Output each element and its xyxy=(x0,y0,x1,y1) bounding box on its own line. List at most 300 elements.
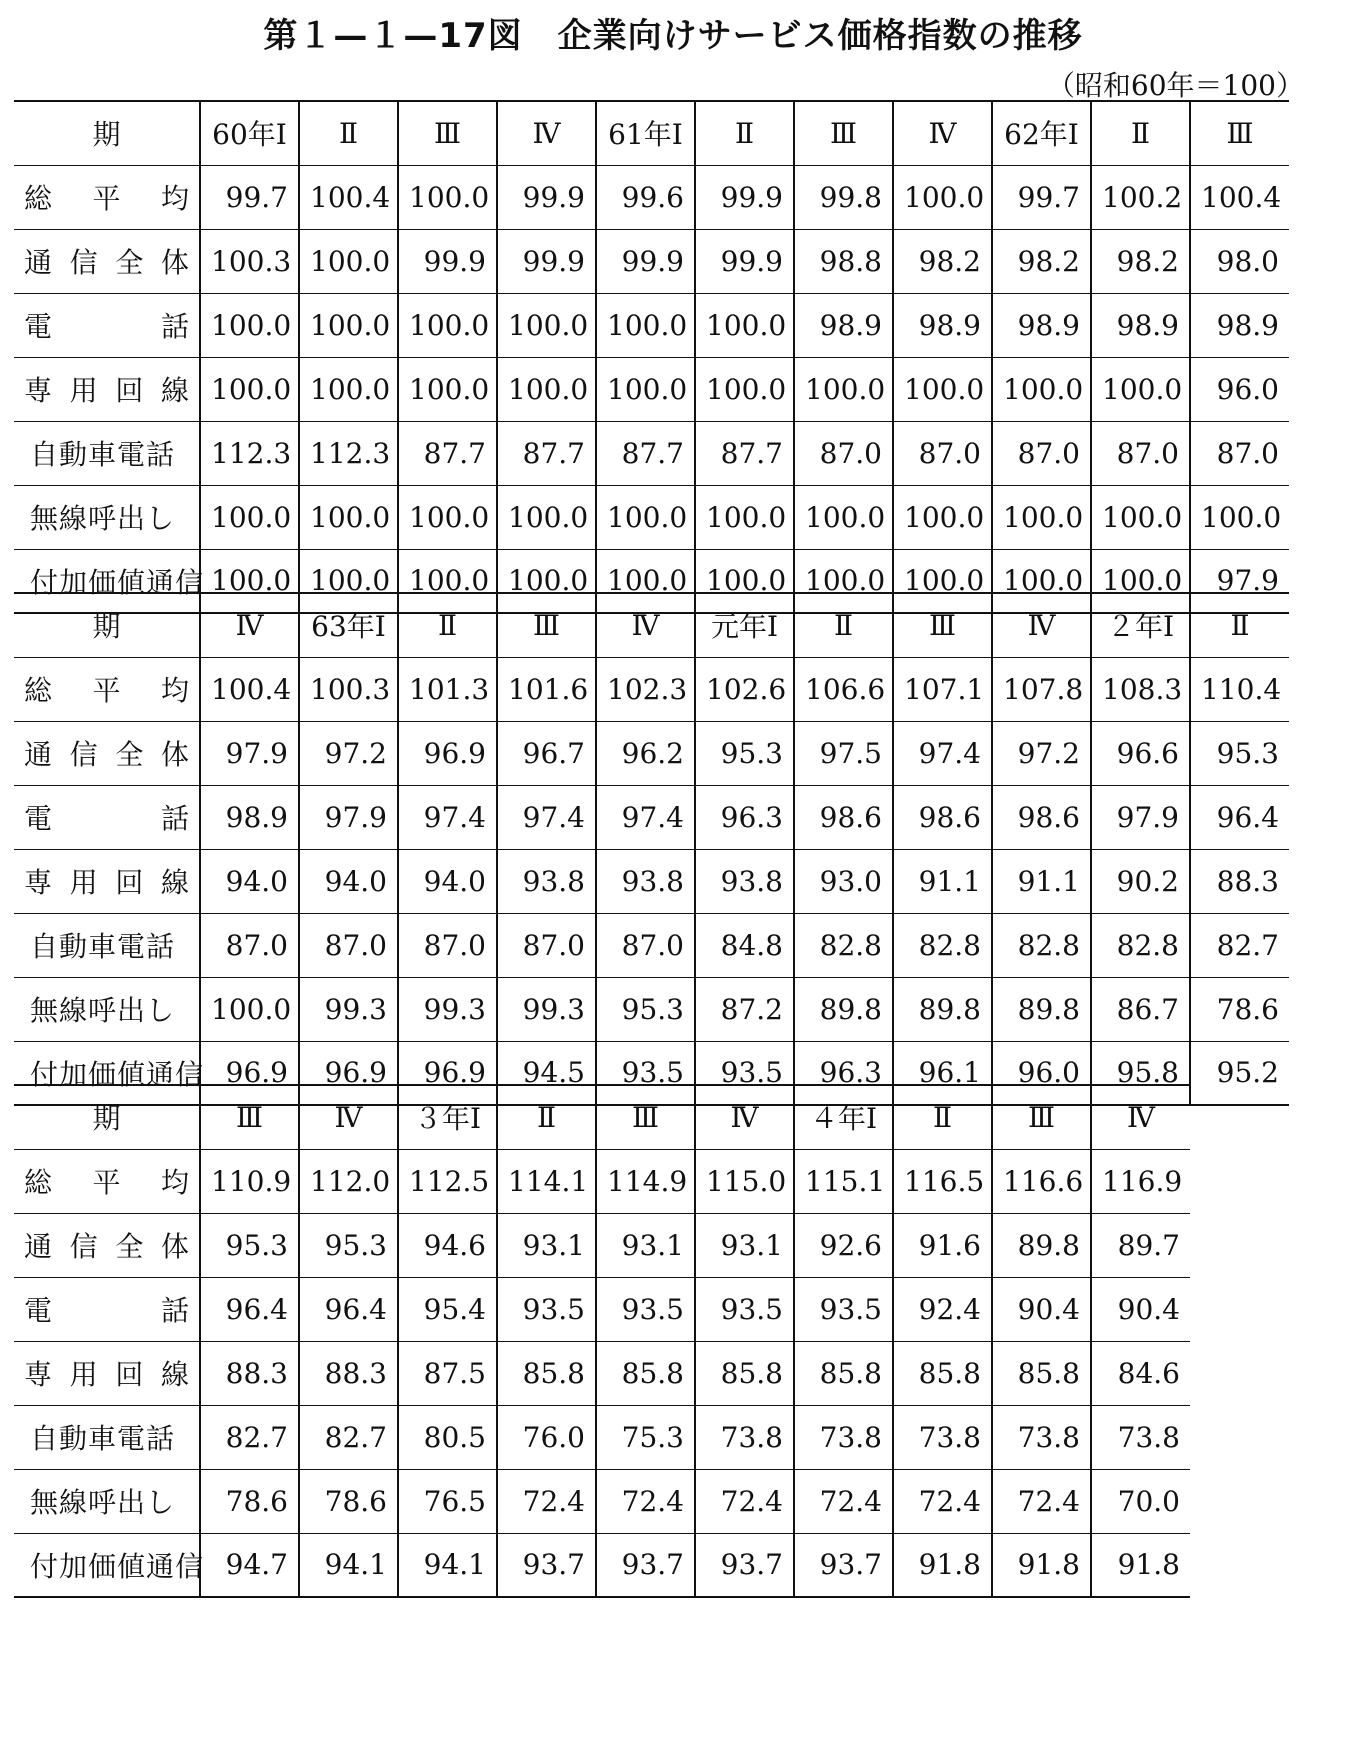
value-cell: 112.3 xyxy=(299,421,398,485)
table-header-row xyxy=(14,593,1289,657)
value-cell: 90.2 xyxy=(1091,849,1190,913)
value-cell: 100.0 xyxy=(299,293,398,357)
value-cell: 96.4 xyxy=(200,1277,299,1341)
table-row xyxy=(14,657,1289,721)
value-cell: 116.5 xyxy=(893,1149,992,1213)
period-cell: Ⅳ xyxy=(497,101,596,165)
value-cell: 85.8 xyxy=(596,1341,695,1405)
value-cell: 84.8 xyxy=(695,913,794,977)
value-cell: 100.0 xyxy=(398,293,497,357)
value-cell: 89.8 xyxy=(992,1213,1091,1277)
value-cell: 78.6 xyxy=(299,1469,398,1533)
value-cell: 100.0 xyxy=(200,977,299,1041)
value-cell: 98.9 xyxy=(200,785,299,849)
value-cell: 98.9 xyxy=(1091,293,1190,357)
value-cell: 73.8 xyxy=(695,1405,794,1469)
value-cell: 100.0 xyxy=(1190,485,1289,549)
period-cell: Ⅲ xyxy=(497,593,596,657)
row-label: 専 用 回 線 xyxy=(14,357,200,421)
row-label: 総 平 均 xyxy=(14,1149,200,1213)
value-cell: 94.7 xyxy=(200,1533,299,1597)
value-cell: 87.2 xyxy=(695,977,794,1041)
value-cell: 73.8 xyxy=(794,1405,893,1469)
period-cell: Ⅲ xyxy=(992,1085,1091,1149)
value-cell: 85.8 xyxy=(497,1341,596,1405)
value-cell: 100.0 xyxy=(695,357,794,421)
value-cell: 82.8 xyxy=(1091,913,1190,977)
value-cell: 93.5 xyxy=(596,1277,695,1341)
value-cell: 87.0 xyxy=(1091,421,1190,485)
value-cell: 100.0 xyxy=(794,485,893,549)
value-cell: 99.9 xyxy=(398,229,497,293)
value-cell: 98.6 xyxy=(893,785,992,849)
row-label: 無線呼出し xyxy=(14,1469,200,1533)
value-cell: 72.4 xyxy=(497,1469,596,1533)
value-cell: 85.8 xyxy=(794,1341,893,1405)
value-cell: 115.0 xyxy=(695,1149,794,1213)
table-row xyxy=(14,785,1289,849)
value-cell: 72.4 xyxy=(992,1469,1091,1533)
value-cell: 96.0 xyxy=(992,1041,1091,1105)
period-header-label: 期 xyxy=(14,593,200,657)
value-cell: 100.0 xyxy=(596,293,695,357)
value-cell: 78.6 xyxy=(200,1469,299,1533)
value-cell: 85.8 xyxy=(695,1341,794,1405)
value-cell: 97.9 xyxy=(1190,549,1289,613)
value-cell: 100.0 xyxy=(200,293,299,357)
period-cell: Ⅲ xyxy=(794,101,893,165)
row-label: 通 信 全 体 xyxy=(14,721,200,785)
value-cell: 76.5 xyxy=(398,1469,497,1533)
period-cell: Ⅱ xyxy=(794,593,893,657)
table-row xyxy=(14,229,1289,293)
value-cell: 89.8 xyxy=(794,977,893,1041)
value-cell: 116.9 xyxy=(1091,1149,1190,1213)
row-label: 自動車電話 xyxy=(14,1405,200,1469)
value-cell: 98.2 xyxy=(1091,229,1190,293)
value-cell: 94.0 xyxy=(398,849,497,913)
value-cell: 96.4 xyxy=(299,1277,398,1341)
value-cell: 100.0 xyxy=(398,357,497,421)
value-cell: 96.9 xyxy=(200,1041,299,1105)
value-cell: 100.0 xyxy=(596,357,695,421)
value-cell: 93.7 xyxy=(695,1533,794,1597)
value-cell: 97.4 xyxy=(398,785,497,849)
period-cell: Ⅲ xyxy=(200,1085,299,1149)
value-cell: 94.1 xyxy=(299,1533,398,1597)
value-cell: 89.8 xyxy=(893,977,992,1041)
table-row xyxy=(14,1341,1190,1405)
value-cell: 85.8 xyxy=(992,1341,1091,1405)
row-label: 総 平 均 xyxy=(14,165,200,229)
value-cell: 100.4 xyxy=(200,657,299,721)
figure-title: 第１—１—17図 企業向けサービス価格指数の推移 xyxy=(263,16,1083,56)
value-cell: 93.7 xyxy=(596,1533,695,1597)
value-cell: 94.6 xyxy=(398,1213,497,1277)
value-cell: 100.0 xyxy=(497,293,596,357)
value-cell: 100.0 xyxy=(1091,485,1190,549)
period-header-label: 期 xyxy=(14,1085,200,1149)
value-cell: 100.0 xyxy=(893,165,992,229)
value-cell: 94.5 xyxy=(497,1041,596,1105)
value-cell: 96.3 xyxy=(695,785,794,849)
value-cell: 98.9 xyxy=(992,293,1091,357)
value-cell: 100.3 xyxy=(299,657,398,721)
value-cell: 93.5 xyxy=(695,1277,794,1341)
period-cell: Ⅳ xyxy=(299,1085,398,1149)
value-cell: 98.9 xyxy=(893,293,992,357)
value-cell: 100.0 xyxy=(497,357,596,421)
period-cell: Ⅱ xyxy=(695,101,794,165)
value-cell: 96.4 xyxy=(1190,785,1289,849)
value-cell: 93.8 xyxy=(695,849,794,913)
value-cell: 95.4 xyxy=(398,1277,497,1341)
table-row xyxy=(14,721,1289,785)
value-cell: 98.2 xyxy=(992,229,1091,293)
table-row xyxy=(14,357,1289,421)
value-cell: 87.0 xyxy=(1190,421,1289,485)
value-cell: 93.5 xyxy=(794,1277,893,1341)
value-cell: 100.0 xyxy=(398,549,497,613)
table-row xyxy=(14,485,1289,549)
period-cell: 63年Ⅰ xyxy=(299,593,398,657)
value-cell: 100.0 xyxy=(299,229,398,293)
period-cell: Ⅳ xyxy=(893,101,992,165)
value-cell: 100.3 xyxy=(200,229,299,293)
value-cell: 96.9 xyxy=(299,1041,398,1105)
value-cell: 82.8 xyxy=(794,913,893,977)
period-cell: Ⅲ xyxy=(893,593,992,657)
row-label: 通 信 全 体 xyxy=(14,1213,200,1277)
value-cell: 99.9 xyxy=(596,229,695,293)
value-cell: 93.7 xyxy=(794,1533,893,1597)
value-cell: 100.0 xyxy=(893,485,992,549)
value-cell: 97.4 xyxy=(893,721,992,785)
table-row xyxy=(14,849,1289,913)
value-cell: 116.6 xyxy=(992,1149,1091,1213)
value-cell: 93.5 xyxy=(695,1041,794,1105)
value-cell: 97.4 xyxy=(596,785,695,849)
value-cell: 100.0 xyxy=(695,485,794,549)
value-cell: 87.0 xyxy=(893,421,992,485)
value-cell: 91.8 xyxy=(992,1533,1091,1597)
value-cell: 87.7 xyxy=(497,421,596,485)
value-cell: 93.5 xyxy=(497,1277,596,1341)
value-cell: 99.9 xyxy=(497,165,596,229)
value-cell: 87.0 xyxy=(299,913,398,977)
value-cell: 107.8 xyxy=(992,657,1091,721)
value-cell: 100.2 xyxy=(1091,165,1190,229)
value-cell: 100.0 xyxy=(299,485,398,549)
value-cell: 100.0 xyxy=(794,357,893,421)
value-cell: 100.0 xyxy=(695,293,794,357)
value-cell: 100.4 xyxy=(1190,165,1289,229)
value-cell: 96.1 xyxy=(893,1041,992,1105)
period-cell: Ⅲ xyxy=(596,1085,695,1149)
value-cell: 100.0 xyxy=(200,549,299,613)
value-cell: 100.0 xyxy=(893,549,992,613)
period-cell: Ⅱ xyxy=(893,1085,992,1149)
price-index-table-3 xyxy=(14,1084,1190,1598)
value-cell: 99.9 xyxy=(497,229,596,293)
value-cell: 110.9 xyxy=(200,1149,299,1213)
value-cell: 112.3 xyxy=(200,421,299,485)
value-cell: 112.5 xyxy=(398,1149,497,1213)
value-cell: 72.4 xyxy=(893,1469,992,1533)
value-cell: 75.3 xyxy=(596,1405,695,1469)
value-cell: 100.0 xyxy=(596,485,695,549)
period-cell: Ⅳ xyxy=(596,593,695,657)
value-cell: 73.8 xyxy=(1091,1405,1190,1469)
price-index-table-2 xyxy=(14,592,1289,1106)
value-cell: 95.3 xyxy=(695,721,794,785)
value-cell: 98.8 xyxy=(794,229,893,293)
value-cell: 91.1 xyxy=(893,849,992,913)
value-cell: 97.9 xyxy=(200,721,299,785)
value-cell: 100.0 xyxy=(1091,357,1190,421)
value-cell: 90.4 xyxy=(1091,1277,1190,1341)
table-row xyxy=(14,1405,1190,1469)
value-cell: 82.8 xyxy=(893,913,992,977)
value-cell: 100.0 xyxy=(299,549,398,613)
table-row xyxy=(14,913,1289,977)
value-cell: 99.7 xyxy=(992,165,1091,229)
value-cell: 102.3 xyxy=(596,657,695,721)
row-label: 電 話 xyxy=(14,785,200,849)
value-cell: 87.0 xyxy=(497,913,596,977)
table-header-row xyxy=(14,1085,1190,1149)
value-cell: 87.7 xyxy=(398,421,497,485)
row-label: 付加価値通信 xyxy=(14,1041,200,1105)
value-cell: 88.3 xyxy=(299,1341,398,1405)
value-cell: 99.3 xyxy=(497,977,596,1041)
table-row xyxy=(14,293,1289,357)
row-label: 電 話 xyxy=(14,1277,200,1341)
value-cell: 98.2 xyxy=(893,229,992,293)
value-cell: 100.0 xyxy=(299,357,398,421)
value-cell: 87.0 xyxy=(200,913,299,977)
value-cell: 88.3 xyxy=(200,1341,299,1405)
value-cell: 100.4 xyxy=(299,165,398,229)
value-cell: 95.2 xyxy=(1190,1041,1289,1105)
value-cell: 82.7 xyxy=(299,1405,398,1469)
value-cell: 98.0 xyxy=(1190,229,1289,293)
value-cell: 87.0 xyxy=(596,913,695,977)
value-cell: 100.0 xyxy=(992,357,1091,421)
value-cell: 93.0 xyxy=(794,849,893,913)
value-cell: 93.7 xyxy=(497,1533,596,1597)
value-cell: 94.1 xyxy=(398,1533,497,1597)
value-cell: 93.1 xyxy=(596,1213,695,1277)
period-cell: 元年Ⅰ xyxy=(695,593,794,657)
value-cell: 84.6 xyxy=(1091,1341,1190,1405)
value-cell: 87.0 xyxy=(992,421,1091,485)
value-cell: 87.0 xyxy=(794,421,893,485)
value-cell: 96.6 xyxy=(1091,721,1190,785)
value-cell: 70.0 xyxy=(1091,1469,1190,1533)
value-cell: 91.6 xyxy=(893,1213,992,1277)
value-cell: 100.0 xyxy=(893,357,992,421)
value-cell: 102.6 xyxy=(695,657,794,721)
value-cell: 72.4 xyxy=(794,1469,893,1533)
value-cell: 100.0 xyxy=(596,549,695,613)
period-cell: 60年Ⅰ xyxy=(200,101,299,165)
value-cell: 100.0 xyxy=(398,485,497,549)
row-label: 総 平 均 xyxy=(14,657,200,721)
value-cell: 87.7 xyxy=(695,421,794,485)
value-cell: 108.3 xyxy=(1091,657,1190,721)
value-cell: 112.0 xyxy=(299,1149,398,1213)
period-cell: ４年Ⅰ xyxy=(794,1085,893,1149)
value-cell: 82.7 xyxy=(200,1405,299,1469)
value-cell: 89.7 xyxy=(1091,1213,1190,1277)
table-row xyxy=(14,1533,1190,1597)
value-cell: 99.9 xyxy=(695,165,794,229)
unit-note: （昭和60年＝100） xyxy=(1046,69,1304,102)
value-cell: 76.0 xyxy=(497,1405,596,1469)
value-cell: 87.5 xyxy=(398,1341,497,1405)
value-cell: 98.9 xyxy=(794,293,893,357)
value-cell: 96.7 xyxy=(497,721,596,785)
value-cell: 97.5 xyxy=(794,721,893,785)
value-cell: 99.3 xyxy=(398,977,497,1041)
value-cell: 100.0 xyxy=(398,165,497,229)
value-cell: 72.4 xyxy=(596,1469,695,1533)
value-cell: 98.9 xyxy=(1190,293,1289,357)
period-cell: Ⅱ xyxy=(497,1085,596,1149)
table-row xyxy=(14,421,1289,485)
value-cell: 107.1 xyxy=(893,657,992,721)
period-cell: ３年Ⅰ xyxy=(398,1085,497,1149)
value-cell: 97.2 xyxy=(299,721,398,785)
value-cell: 93.8 xyxy=(596,849,695,913)
period-cell: Ⅱ xyxy=(1190,593,1289,657)
value-cell: 100.0 xyxy=(200,357,299,421)
value-cell: 94.0 xyxy=(299,849,398,913)
period-cell: Ⅲ xyxy=(1190,101,1289,165)
value-cell: 99.6 xyxy=(596,165,695,229)
value-cell: 82.8 xyxy=(992,913,1091,977)
period-cell: Ⅱ xyxy=(398,593,497,657)
row-label: 専 用 回 線 xyxy=(14,849,200,913)
value-cell: 82.7 xyxy=(1190,913,1289,977)
value-cell: 92.4 xyxy=(893,1277,992,1341)
value-cell: 89.8 xyxy=(992,977,1091,1041)
value-cell: 97.4 xyxy=(497,785,596,849)
value-cell: 78.6 xyxy=(1190,977,1289,1041)
row-label: 専 用 回 線 xyxy=(14,1341,200,1405)
value-cell: 91.8 xyxy=(893,1533,992,1597)
value-cell: 95.3 xyxy=(299,1213,398,1277)
value-cell: 100.0 xyxy=(497,549,596,613)
period-cell: 62年Ⅰ xyxy=(992,101,1091,165)
value-cell: 114.9 xyxy=(596,1149,695,1213)
value-cell: 97.9 xyxy=(299,785,398,849)
value-cell: 98.6 xyxy=(794,785,893,849)
value-cell: 99.3 xyxy=(299,977,398,1041)
table-row xyxy=(14,1149,1190,1213)
value-cell: 86.7 xyxy=(1091,977,1190,1041)
value-cell: 100.0 xyxy=(992,485,1091,549)
value-cell: 93.1 xyxy=(497,1213,596,1277)
value-cell: 96.3 xyxy=(794,1041,893,1105)
value-cell: 85.8 xyxy=(893,1341,992,1405)
period-cell: Ⅱ xyxy=(1091,101,1190,165)
value-cell: 100.0 xyxy=(497,485,596,549)
value-cell: 88.3 xyxy=(1190,849,1289,913)
value-cell: 87.0 xyxy=(398,913,497,977)
row-label: 無線呼出し xyxy=(14,977,200,1041)
value-cell: 100.0 xyxy=(794,549,893,613)
table-row xyxy=(14,1277,1190,1341)
value-cell: 94.0 xyxy=(200,849,299,913)
value-cell: 95.3 xyxy=(596,977,695,1041)
value-cell: 73.8 xyxy=(893,1405,992,1469)
value-cell: 100.0 xyxy=(1091,549,1190,613)
value-cell: 87.7 xyxy=(596,421,695,485)
period-cell: Ⅳ xyxy=(1091,1085,1190,1149)
row-label: 付加価値通信 xyxy=(14,1533,200,1597)
value-cell: 110.4 xyxy=(1190,657,1289,721)
period-cell: Ⅳ xyxy=(992,593,1091,657)
value-cell: 93.8 xyxy=(497,849,596,913)
value-cell: 93.1 xyxy=(695,1213,794,1277)
period-header-label: 期 xyxy=(14,101,200,165)
period-cell: ２年Ⅰ xyxy=(1091,593,1190,657)
value-cell: 95.3 xyxy=(1190,721,1289,785)
value-cell: 95.8 xyxy=(1091,1041,1190,1105)
row-label: 自動車電話 xyxy=(14,421,200,485)
row-label: 無線呼出し xyxy=(14,485,200,549)
value-cell: 96.0 xyxy=(1190,357,1289,421)
period-cell: 61年Ⅰ xyxy=(596,101,695,165)
table-header-row xyxy=(14,101,1289,165)
value-cell: 73.8 xyxy=(992,1405,1091,1469)
period-cell: Ⅳ xyxy=(200,593,299,657)
value-cell: 96.2 xyxy=(596,721,695,785)
table-row xyxy=(14,977,1289,1041)
value-cell: 106.6 xyxy=(794,657,893,721)
value-cell: 93.5 xyxy=(596,1041,695,1105)
table-row xyxy=(14,1213,1190,1277)
period-cell: Ⅲ xyxy=(398,101,497,165)
value-cell: 101.6 xyxy=(497,657,596,721)
value-cell: 97.2 xyxy=(992,721,1091,785)
value-cell: 114.1 xyxy=(497,1149,596,1213)
value-cell: 97.9 xyxy=(1091,785,1190,849)
value-cell: 95.3 xyxy=(200,1213,299,1277)
row-label: 付加価値通信 xyxy=(14,549,200,613)
value-cell: 100.0 xyxy=(695,549,794,613)
row-label: 通 信 全 体 xyxy=(14,229,200,293)
table-row xyxy=(14,1469,1190,1533)
value-cell: 100.0 xyxy=(992,549,1091,613)
value-cell: 96.9 xyxy=(398,721,497,785)
value-cell: 99.8 xyxy=(794,165,893,229)
value-cell: 100.0 xyxy=(200,485,299,549)
price-index-table-1 xyxy=(14,100,1289,614)
value-cell: 98.6 xyxy=(992,785,1091,849)
table-row xyxy=(14,165,1289,229)
row-label: 電 話 xyxy=(14,293,200,357)
value-cell: 91.8 xyxy=(1091,1533,1190,1597)
value-cell: 91.1 xyxy=(992,849,1091,913)
value-cell: 115.1 xyxy=(794,1149,893,1213)
value-cell: 96.9 xyxy=(398,1041,497,1105)
value-cell: 101.3 xyxy=(398,657,497,721)
value-cell: 80.5 xyxy=(398,1405,497,1469)
value-cell: 90.4 xyxy=(992,1277,1091,1341)
